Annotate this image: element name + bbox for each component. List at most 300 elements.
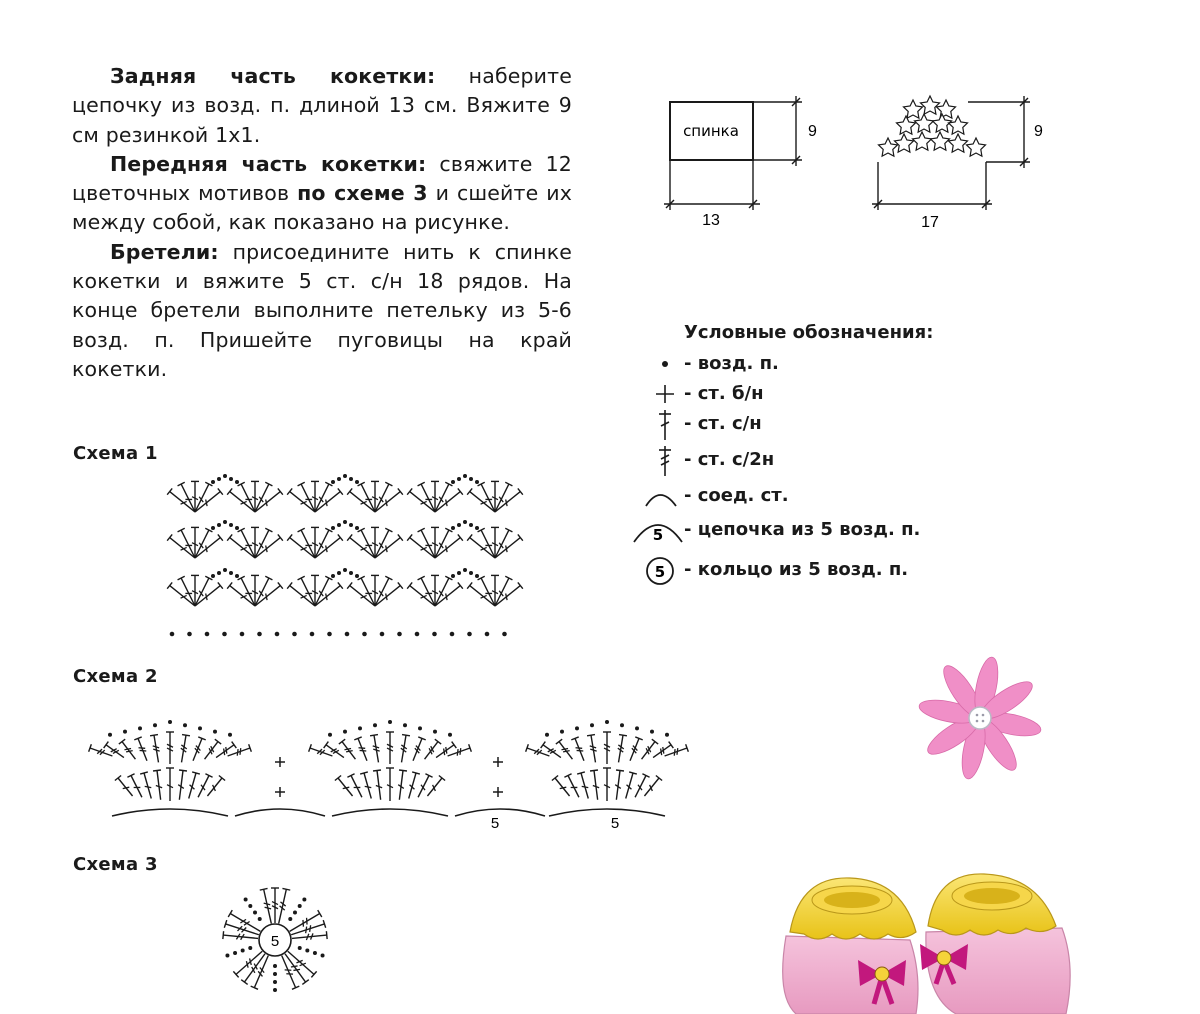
stitch-cap xyxy=(182,735,190,736)
chain-dot xyxy=(469,477,473,481)
chain-dot xyxy=(205,632,210,637)
stitch-cap xyxy=(241,980,247,985)
stitch-mark xyxy=(568,776,579,798)
stitch-mark xyxy=(410,538,435,558)
chain-dot xyxy=(108,733,112,737)
chain-arc xyxy=(455,809,545,816)
legend-label: - соед. ст. xyxy=(684,485,789,506)
stitch-mark xyxy=(559,742,572,760)
stitch-bar xyxy=(560,787,567,788)
stitch-bar xyxy=(460,748,461,755)
stitch-mark xyxy=(642,742,655,760)
chain-dot xyxy=(253,910,257,914)
flower-motif xyxy=(895,134,914,152)
chain-dot xyxy=(293,910,297,914)
stitch-cap xyxy=(452,742,457,749)
stitch-mark xyxy=(290,538,315,558)
scheme1-diagram xyxy=(160,478,530,648)
stitch-mark xyxy=(228,748,250,756)
stitch-bar xyxy=(310,925,311,932)
stitch-mark xyxy=(435,492,460,512)
stitch-mark xyxy=(198,776,209,798)
stitch-cap xyxy=(282,888,290,890)
stitch-cap xyxy=(260,888,268,890)
stitch-mark xyxy=(315,578,329,606)
button-hole xyxy=(982,714,985,717)
stitch-mark xyxy=(223,935,258,938)
instruction-body: и сшейте их между собой, как показано на рисунке. xyxy=(72,181,572,235)
legend-item xyxy=(630,350,990,380)
chain-dot xyxy=(257,632,262,637)
chain-stitch-dot-icon xyxy=(630,350,682,380)
chain-dot xyxy=(337,523,341,527)
chain-dot xyxy=(463,474,467,478)
stitch-cap xyxy=(318,910,322,917)
chain-dot xyxy=(302,898,306,902)
stitch-mark xyxy=(131,776,142,798)
instruction-lead: Передняя часть кокетки: xyxy=(110,151,427,176)
chain-dot xyxy=(545,733,549,737)
stitch-bar xyxy=(226,747,227,754)
stitch-bar xyxy=(266,546,267,553)
chain-dot xyxy=(349,571,353,575)
stitch-bar xyxy=(365,786,372,787)
chain-dot xyxy=(217,523,221,527)
chain-dot xyxy=(273,980,277,984)
stitch-cap xyxy=(119,739,125,744)
stitch-bar xyxy=(386,546,387,553)
stitch-bar xyxy=(582,786,589,787)
stitch-mark xyxy=(470,538,495,558)
stitch-mark xyxy=(435,586,460,606)
stitch-mark xyxy=(195,530,209,558)
stitch-mark xyxy=(435,538,460,558)
stitch-bar xyxy=(291,966,298,967)
chain-dot xyxy=(432,632,437,637)
legend-item xyxy=(630,556,990,586)
stitch-bar xyxy=(386,594,387,601)
chain-dot xyxy=(273,964,277,968)
back-width-label: 13 xyxy=(702,212,720,229)
stitch-bar xyxy=(250,958,252,964)
stitch-mark xyxy=(144,773,151,799)
stitch-cap xyxy=(370,735,378,736)
pink-flower-icon xyxy=(918,656,1042,780)
stitch-mark xyxy=(342,742,355,760)
flower-motif xyxy=(949,134,968,152)
chain-dot xyxy=(373,723,377,727)
legend-label: - ст. б/н xyxy=(684,383,764,404)
stitch-cap xyxy=(150,735,158,736)
chain-dot xyxy=(343,520,347,524)
chain-count-label: 5 xyxy=(610,815,620,832)
flower-motif xyxy=(931,132,950,150)
stitch-bar xyxy=(576,748,583,749)
stitch-mark xyxy=(315,530,329,558)
stitch-cap xyxy=(669,742,674,749)
chain-dot xyxy=(331,574,335,578)
front-yoke-diagram xyxy=(868,92,1058,232)
instruction-lead: Бретели: xyxy=(110,239,219,264)
chain-dot xyxy=(560,730,564,734)
legend-label: - ст. с/2н xyxy=(684,449,775,470)
chain-dot xyxy=(457,571,461,575)
stitch-cap xyxy=(399,770,407,771)
flower-button xyxy=(969,707,991,729)
stitch-bar xyxy=(446,747,447,754)
stitch-mark xyxy=(282,956,296,988)
instruction-body: наберите цепочку из возд. п. длиной 13 см. Вяжите 9 см резинкой 1x1. xyxy=(72,64,572,147)
chain-dot xyxy=(305,949,309,953)
chain-dot xyxy=(403,723,407,727)
stitch-mark xyxy=(435,484,449,512)
stitch-bar xyxy=(506,594,507,601)
stitch-mark xyxy=(435,578,449,606)
stitch-mark xyxy=(591,735,595,762)
instruction-body: свяжите 12 цветочных мотивов xyxy=(72,151,572,206)
stitch-mark xyxy=(377,771,381,800)
chain-dot xyxy=(620,723,624,727)
stitch-mark xyxy=(495,484,509,512)
chain-dot xyxy=(355,526,359,530)
chain-dot xyxy=(475,480,479,484)
stitch-mark xyxy=(170,492,195,512)
instruction-straps xyxy=(72,238,572,384)
scheme3-diagram xyxy=(205,878,345,1008)
chain-dot xyxy=(258,917,262,921)
stitch-bar xyxy=(346,751,353,752)
chain-dot xyxy=(298,946,302,950)
chain-dot xyxy=(235,526,239,530)
button-hole xyxy=(976,720,979,723)
instruction-body: присоедините нить к спинке кокетки и вяжите 5 ст. с/н 18 рядов. На конце бретели выполните петельку из 5-6 возд. п. Пришейте пуговицы на край кокетки. xyxy=(72,239,572,381)
stitch-bar xyxy=(124,749,131,750)
chain-dot xyxy=(288,917,292,921)
chain-dot xyxy=(355,574,359,578)
stitch-cap xyxy=(232,742,237,749)
chain-dot xyxy=(313,951,317,955)
chain-dot xyxy=(590,723,594,727)
chain-dot xyxy=(337,477,341,481)
stitch-bar xyxy=(563,751,570,752)
stitch-cap xyxy=(556,739,562,744)
legend-label: - ст. с/н xyxy=(684,413,762,434)
ring-count-label: 5 xyxy=(270,933,280,950)
stitch-mark xyxy=(594,771,598,800)
stitch-mark xyxy=(301,484,315,512)
stitch-mark xyxy=(364,773,371,799)
stitch-mark xyxy=(350,586,375,606)
stitch-mark xyxy=(226,924,259,935)
stitch-cap xyxy=(402,735,410,736)
chain-dot xyxy=(349,523,353,527)
chain-dot xyxy=(198,726,202,730)
stitch-cap xyxy=(587,735,595,736)
stitch-mark xyxy=(361,530,375,558)
chain-dot xyxy=(343,568,347,572)
stitch-mark xyxy=(264,889,272,923)
stitch-mark xyxy=(495,530,509,558)
chain-arc xyxy=(112,809,228,816)
button-hole xyxy=(982,720,985,723)
stitch-bar xyxy=(206,594,207,601)
stitch-mark xyxy=(255,578,269,606)
instruction-emphasis: по схеме 3 xyxy=(297,181,428,206)
double-crochet-icon xyxy=(630,408,682,438)
stitch-bar xyxy=(266,500,267,507)
stitch-mark xyxy=(315,492,340,512)
front-width-label: 17 xyxy=(921,214,939,231)
stitch-mark xyxy=(630,738,639,760)
stitch-bar xyxy=(360,750,367,751)
stitch-bar xyxy=(674,749,675,756)
stitch-mark xyxy=(122,742,135,760)
chain-dot xyxy=(650,730,654,734)
chain-dot xyxy=(467,632,472,637)
chain-dot xyxy=(273,988,277,992)
flower-motif xyxy=(921,96,940,114)
stitch-cap xyxy=(541,742,546,749)
chain-dot xyxy=(153,723,157,727)
flower-motif xyxy=(897,116,916,134)
stitch-mark xyxy=(361,578,375,606)
stitch-mark xyxy=(170,538,195,558)
stitch-bar xyxy=(506,546,507,553)
stitch-mark xyxy=(581,773,588,799)
stitch-mark xyxy=(106,745,124,758)
stitch-mark xyxy=(181,578,195,606)
right-bootie xyxy=(920,874,1070,1014)
chain-dot xyxy=(241,949,245,953)
chain-dot xyxy=(211,574,215,578)
stitch-mark xyxy=(481,578,495,606)
single-crochet-plus-icon xyxy=(630,380,682,410)
chain-dot xyxy=(575,726,579,730)
stitch-bar xyxy=(326,594,327,601)
stitch-mark xyxy=(375,578,389,606)
scheme1-label: Схема 1 xyxy=(73,443,158,464)
chain-dot xyxy=(380,632,385,637)
stitch-bar xyxy=(446,500,447,507)
chain-dot xyxy=(328,733,332,737)
stitch-mark xyxy=(255,586,280,606)
chain-dot xyxy=(229,523,233,527)
chain-dot xyxy=(451,480,455,484)
chain-dot xyxy=(450,632,455,637)
stitch-cap xyxy=(104,742,109,749)
chain-dot xyxy=(463,568,467,572)
stitch-bar xyxy=(206,546,207,553)
legend-label: - возд. п. xyxy=(684,353,779,374)
stitch-mark xyxy=(421,530,435,558)
stitch-mark xyxy=(254,956,268,988)
stitch-cap xyxy=(302,980,308,985)
chain-dot xyxy=(217,571,221,575)
stitch-mark xyxy=(315,586,340,606)
stitch-mark xyxy=(138,738,147,760)
stitch-mark xyxy=(575,738,584,760)
chain-dot xyxy=(225,953,229,957)
chain-dot xyxy=(469,523,473,527)
stitch-mark xyxy=(216,745,234,758)
stitch-mark xyxy=(338,778,353,796)
instruction-lead: Задняя часть кокетки: xyxy=(110,64,436,88)
stitch-mark xyxy=(436,745,454,758)
chain-dot xyxy=(451,526,455,530)
chain-dot xyxy=(168,720,172,724)
stitch-mark xyxy=(470,492,495,512)
stitch-mark xyxy=(255,538,280,558)
stitch-bar xyxy=(386,500,387,507)
chain-dot xyxy=(605,720,609,724)
stitch-mark xyxy=(255,530,269,558)
instruction-back-yoke xyxy=(72,62,572,150)
stitch-mark xyxy=(644,778,659,796)
stitch-mark xyxy=(495,492,520,512)
chain-dot xyxy=(457,523,461,527)
chain-dot xyxy=(433,730,437,734)
stitch-mark xyxy=(413,738,422,760)
stitch-bar xyxy=(326,546,327,553)
stitch-cap xyxy=(326,931,327,939)
chain-dot xyxy=(327,632,332,637)
stitch-mark xyxy=(205,742,218,760)
chain-dot xyxy=(448,733,452,737)
chain-dot xyxy=(211,526,215,530)
stitch-cap xyxy=(339,739,345,744)
chain-dot xyxy=(223,568,227,572)
stitch-mark xyxy=(301,530,315,558)
stitch-cap xyxy=(179,770,187,771)
legend-item xyxy=(630,516,990,546)
stitch-mark xyxy=(195,586,220,606)
chain-arc-number: 5 xyxy=(652,526,664,544)
stitch-mark xyxy=(653,745,671,758)
stitch-cap xyxy=(619,735,627,736)
stitch-mark xyxy=(326,745,344,758)
stitch-mark xyxy=(195,578,209,606)
stitch-mark xyxy=(154,735,158,762)
stitch-bar xyxy=(265,907,272,909)
stitch-bar xyxy=(140,750,147,751)
stitch-mark xyxy=(241,578,255,606)
legend-item xyxy=(630,446,990,476)
chain-arc-5-icon xyxy=(630,514,682,544)
chain-dot xyxy=(343,474,347,478)
stitch-mark xyxy=(495,586,520,606)
chain-dot xyxy=(463,520,467,524)
stitch-mark xyxy=(375,538,400,558)
chain-dot xyxy=(217,477,221,481)
stitch-mark xyxy=(193,738,202,760)
stitch-cap xyxy=(616,770,624,771)
legend-label: - кольцо из 5 возд. п. xyxy=(684,559,909,580)
stitch-cap xyxy=(373,770,381,771)
stitch-bar xyxy=(661,749,662,756)
stitch-mark xyxy=(421,578,435,606)
chain-dot xyxy=(457,477,461,481)
stitch-mark xyxy=(375,492,400,512)
back-yoke-diagram xyxy=(660,92,840,232)
stitch-mark xyxy=(481,530,495,558)
flower-motif xyxy=(967,138,986,156)
chain-dot xyxy=(170,632,175,637)
stitch-bar xyxy=(344,749,351,750)
stitch-mark xyxy=(410,586,435,606)
flower-motif xyxy=(949,116,968,134)
chain-dot xyxy=(292,632,297,637)
stitch-mark xyxy=(195,484,209,512)
stitch-cap xyxy=(324,742,329,749)
stitch-mark xyxy=(241,530,255,558)
stitch-mark xyxy=(427,778,442,796)
stitch-mark xyxy=(418,776,429,798)
stitch-bar xyxy=(506,500,507,507)
stitch-mark xyxy=(290,586,315,606)
stitch-bar xyxy=(246,961,248,967)
chain-dot xyxy=(233,951,237,955)
legend-item xyxy=(630,410,990,440)
stitch-cap xyxy=(223,931,224,939)
stitch-mark xyxy=(358,738,367,760)
stitch-mark xyxy=(157,771,161,800)
flower-motif xyxy=(913,132,932,150)
back-label: спинка xyxy=(683,122,739,140)
stitch-mark xyxy=(375,484,389,512)
chain-dot xyxy=(475,526,479,530)
left-bootie xyxy=(783,878,918,1014)
stitch-mark xyxy=(375,530,389,558)
stitch-bar xyxy=(444,749,445,756)
stitch-mark xyxy=(555,778,570,796)
stitch-bar xyxy=(123,787,130,788)
scheme2-diagram xyxy=(70,706,720,836)
stitch-mark xyxy=(291,924,324,935)
stitch-mark xyxy=(292,935,327,938)
stitch-bar xyxy=(139,748,146,749)
stitch-mark xyxy=(375,586,400,606)
chain-dot xyxy=(418,726,422,730)
chain-dot xyxy=(235,574,239,578)
chain-count-label: 5 xyxy=(490,815,500,832)
chain-dot xyxy=(665,733,669,737)
chain-arc xyxy=(549,809,665,816)
stitch-mark xyxy=(230,586,255,606)
legend-title: Условные обозначения: xyxy=(684,322,934,343)
stitch-bar xyxy=(577,750,584,751)
chain-dot xyxy=(485,632,490,637)
stitch-mark xyxy=(207,778,222,796)
double-treble-crochet-icon xyxy=(630,444,682,474)
chain-dot xyxy=(451,574,455,578)
stitch-mark xyxy=(635,776,646,798)
chain-dot xyxy=(273,972,277,976)
stitch-cap xyxy=(652,739,658,744)
stitch-bar xyxy=(663,747,664,754)
chain-dot xyxy=(213,730,217,734)
stitch-cap xyxy=(435,739,441,744)
stitch-mark xyxy=(230,492,255,512)
chain-dot xyxy=(321,953,325,957)
chain-dot xyxy=(397,632,402,637)
chain-dot xyxy=(228,733,232,737)
stitch-mark xyxy=(181,484,195,512)
stitch-bar xyxy=(126,751,133,752)
stitch-mark xyxy=(481,484,495,512)
chain-dot xyxy=(469,571,473,575)
stitch-mark xyxy=(543,745,561,758)
instructions-text xyxy=(72,62,572,384)
